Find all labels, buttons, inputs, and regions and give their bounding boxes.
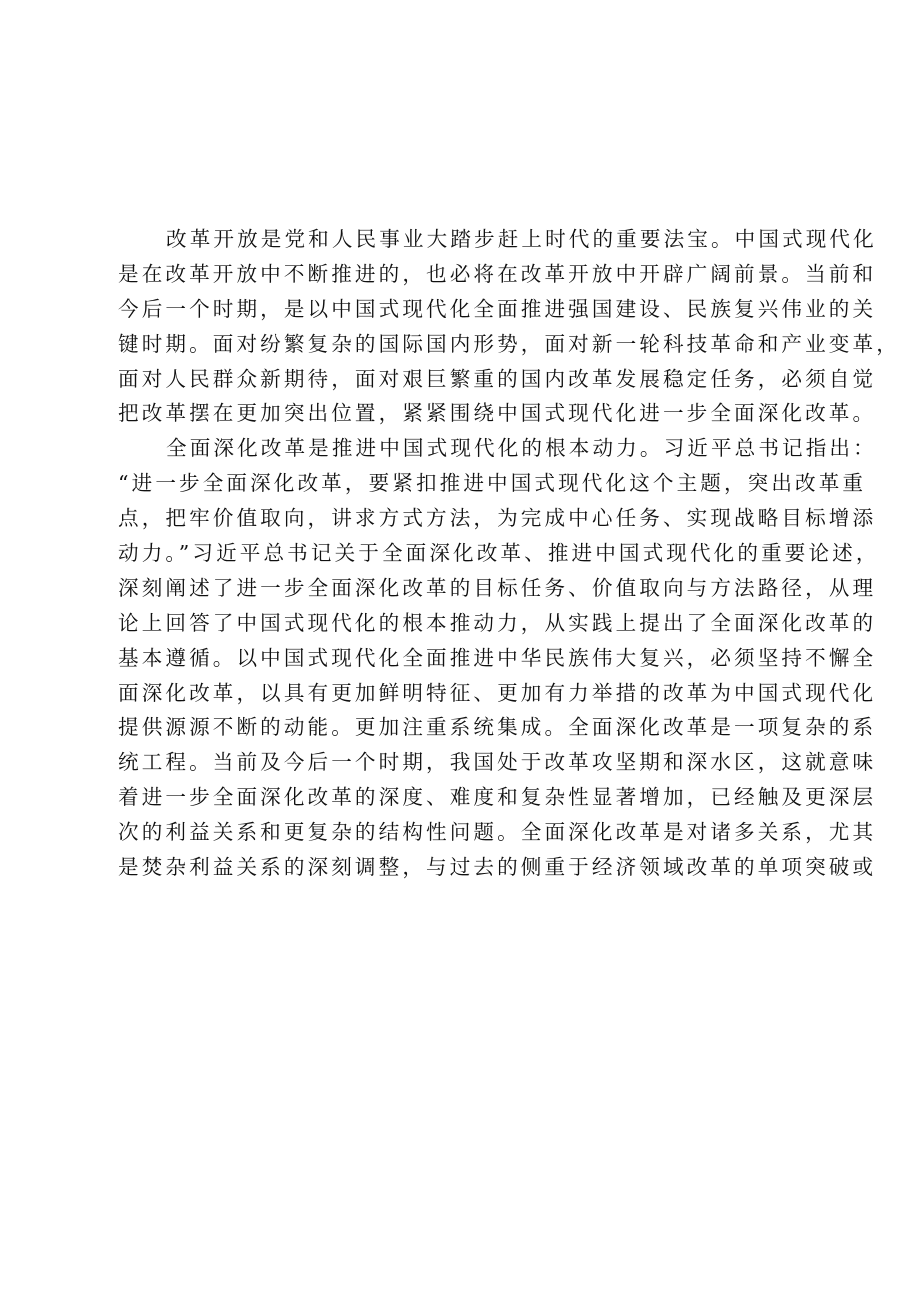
- body-text: [118, 222, 900, 885]
- paragraph-line: 把改革摆在更加突出位置，紧紧围绕中国式现代化进一步全面深化改革。: [118, 401, 877, 426]
- paragraph-line: 是在改革开放中不断推进的，也必将在改革开放中开辟广阔前景。当前和: [118, 261, 877, 286]
- paragraph-line: 次的利益关系和更复杂的结构性问题。全面深化改革是对诸多关系，尤其: [118, 820, 877, 845]
- paragraph-line: 全面深化改革是推进中国式现代化的根本动力。习近平总书记指出：: [166, 436, 877, 461]
- paragraph-line: 统工程。当前及今后一个时期，我国处于改革攻坚期和深水区，这就意味: [118, 750, 877, 775]
- paragraph-line: 今后一个时期，是以中国式现代化全面推进强国建设、民族复兴伟业的关: [118, 296, 877, 321]
- paragraph-line: 键时期。面对纷繁复杂的国际国内形势，面对新一轮科技革命和产业变革，: [118, 331, 900, 356]
- paragraph-line: 是焚杂利益关系的深刻调整，与过去的侧重于经济领域改革的单项突破或: [118, 855, 877, 880]
- paragraph-line: 论上回答了中国式现代化的根本推动力，从实践上提出了全面深化改革的: [118, 610, 877, 635]
- paragraph-line: 提供源源不断的动能。更加注重系统集成。全面深化改革是一项复杂的系: [118, 715, 877, 740]
- paragraph-line: “进一步全面深化改革，要紧扣推进中国式现代化这个主题，突出改革重: [118, 471, 867, 496]
- paragraph-1: [118, 222, 900, 431]
- paragraph-line: 深刻阐述了进一步全面深化改革的目标任务、价值取向与方法路径，从理: [118, 575, 877, 600]
- paragraph-2: [118, 431, 880, 885]
- paragraph-line: 改革开放是党和人民事业大踏步赶上时代的重要法宝。中国式现代化: [166, 227, 877, 251]
- paragraph-line: 面对人民群众新期待，面对艰巨繁重的国内改革发展稳定任务，必须自觉: [118, 366, 877, 391]
- paragraph-line: 着进一步全面深化改革的深度、难度和复杂性显著增加，已经触及更深层: [118, 785, 877, 810]
- paragraph-line: 面深化改革，以具有更加鲜明特征、更加有力举措的改革为中国式现代化: [118, 680, 877, 705]
- paragraph-line: 基本遵循。以中国式现代化全面推进中华民族伟大复兴，必须坚持不懈全: [118, 645, 877, 670]
- paragraph-line: 动力。”习近平总书记关于全面深化改革、推进中国式现代化的重要论述，: [118, 541, 880, 566]
- paragraph-line: 点，把牢价值取向，讲求方式方法，为完成中心任务、实现战略目标增添: [118, 506, 877, 531]
